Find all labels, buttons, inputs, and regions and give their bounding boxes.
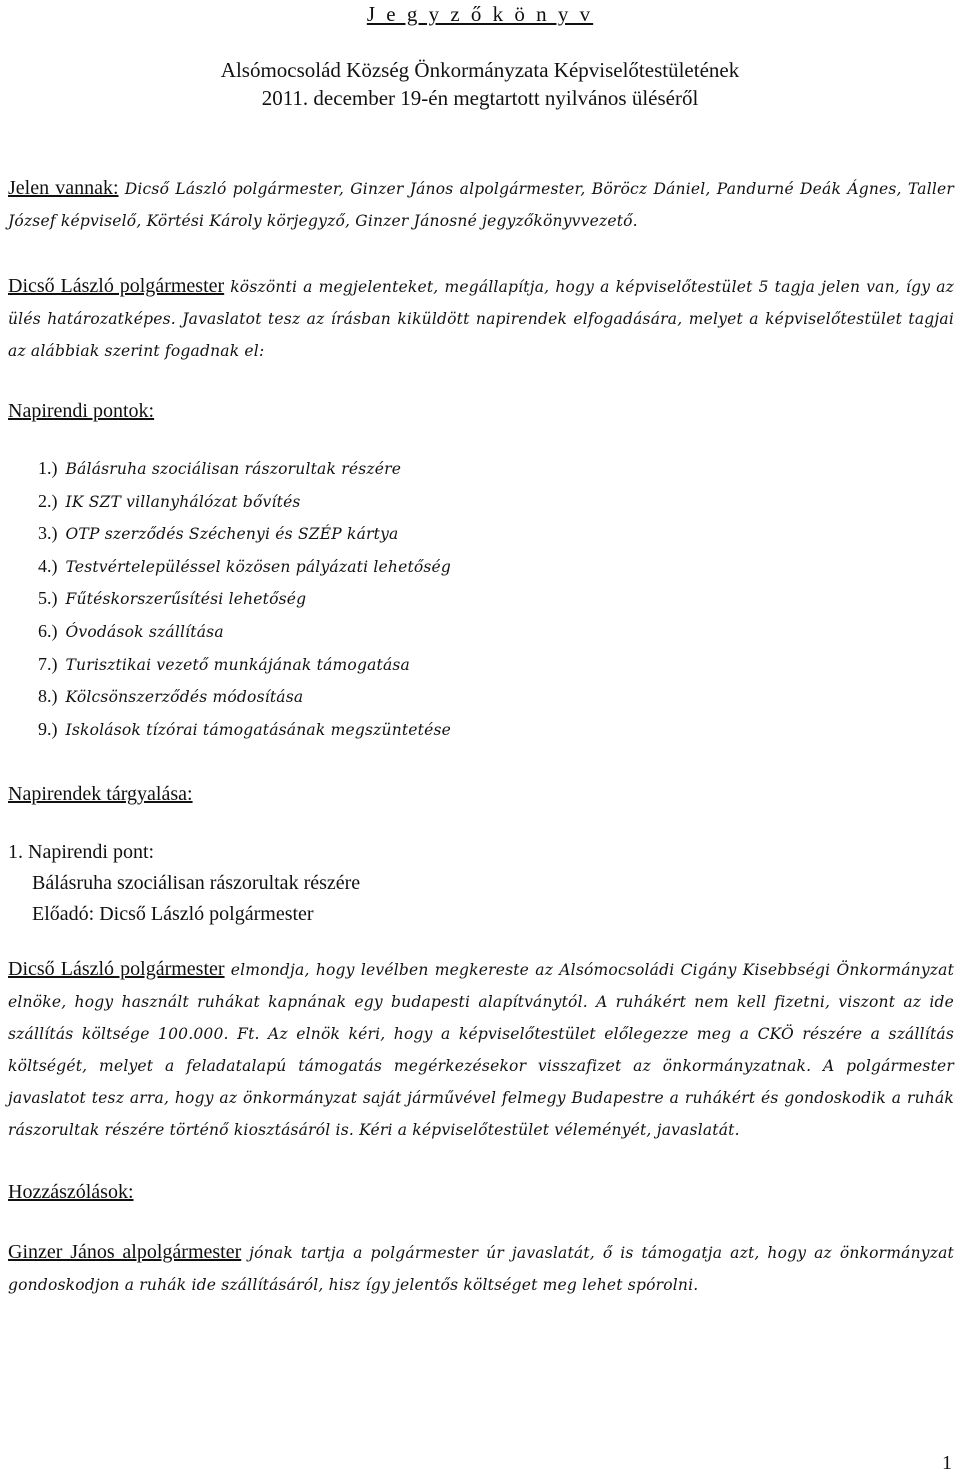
agenda-item [38,615,838,648]
comments-heading: Hozzászólások: [8,1181,134,1203]
agenda-item-number: 1.) [38,458,58,478]
opening-paragraph [8,270,954,367]
agenda-item-number: 6.) [38,620,58,641]
comment-paragraph [8,1236,954,1301]
agenda-item-text: OTP szerződés Széchenyi és SZÉP kártya [65,525,399,544]
agenda-item [38,713,838,746]
agenda-point-presenter: Előadó: Dicső László polgármester [32,903,314,925]
agenda-item-text: Óvodások szállítása [65,622,224,641]
agenda-item [38,582,838,615]
agenda-item-number: 5.) [38,588,58,609]
agenda-item [38,648,838,681]
agenda-item-number: 3.) [38,523,58,544]
attendance-text: Dicső László polgármester, Ginzer János alpolgármester, Böröcz Dániel, Pandurné Deák Ágnes, Taller József képviselő, Körtési Károly körjegyző, Ginzer Jánosné jegyzőkönyvvezető. [8,180,954,230]
agenda-item-number: 9.) [38,718,58,739]
agenda-heading: Napirendi pontok: [8,400,155,422]
agenda-item-number: 8.) [38,686,58,707]
agenda-item [38,550,838,583]
council-name: Alsómocsolád Község Önkormányzata Képviselőtestületének [220,58,740,82]
agenda-item-text: Fűtéskorszerűsítési lehetőség [65,590,307,609]
document-title: J e g y z ő k ö n y v [366,2,594,26]
agenda-item-number: 4.) [38,555,58,576]
agenda-point-title: Bálásruha szociálisan rászorultak részére [32,872,361,894]
attendance-label: Jelen vannak: [8,177,119,199]
opening-text: köszönti a megjelenteket, megállapítja, hogy a képviselőtestület 5 tagja jelen van, így az ülés határozatképes. Javaslatot tesz az írásban kiküldött napirendek elfogadására, melyet a képviselőtestület tagjai az alábbiak szerint fogadnak el: [8,278,954,360]
agenda-item-text: Bálásruha szociálisan rászorultak részére [65,460,402,478]
discussion-speaker: Dicső László polgármester [8,958,225,980]
discussion-text: elmondja, hogy levélben megkereste az Alsómocsoládi Cigány Kisebbségi Önkormányzat elnöke, hogy használt ruhákat kapnának egy budapesti alapítványtól. A ruhákért nem kell fizetni, viszont az ide szállítás költsége 100.000. Ft. Az elnök kéri, hogy a képviselőtestület előlegezze meg a CKÖ részére a szállítás költségét, melyet a feladatalapú támogatás megérkezésekor visszafizet az önkormányzatnak. A polgármester javaslatot tesz arra, hogy az önkormányzat saját járművével felmegy Budapestre a ruhákért és gondoskodik a ruhák rászorultak részére történő kiosztásáról is. Kéri a képviselőtestület véleményét, javaslatát. [8,961,955,1139]
agenda-item [38,452,838,485]
agenda-item-text: IK SZT villanyhálózat bővítés [65,492,301,511]
discussion-heading: Napirendek tárgyalása: [8,783,193,805]
comment-speaker: Ginzer János alpolgármester [8,1241,242,1263]
agenda-list [38,452,838,745]
agenda-item [38,517,838,550]
agenda-item [38,680,838,713]
agenda-point-number: 1. Napirendi pont: [8,841,155,863]
agenda-item-text: Iskolások tízórai támogatásának megszüntetése [65,720,452,739]
agenda-item-number: 2.) [38,490,58,511]
agenda-item [38,485,838,518]
agenda-item-text: Testvértelepüléssel közösen pályázati lehetőség [65,557,452,576]
discussion-paragraph [8,953,954,1146]
attendance-paragraph [8,172,954,237]
comment-text: jónak tartja a polgármester úr javaslatát, ő is támogatja azt, hogy az önkormányzat gondoskodjon a ruhák ide szállításáról, hisz így jelentős költséget meg lehet spórolni. [8,1244,954,1294]
page-number: 1 [942,1452,952,1474]
agenda-item-text: Kölcsönszerződés módosítása [65,688,304,707]
meeting-date: 2011. december 19-én megtartott nyilvános üléséről [261,86,699,110]
agenda-item-text: Turisztikai vezető munkájának támogatása [65,655,410,674]
opening-speaker: Dicső László polgármester [8,275,225,297]
agenda-item-number: 7.) [38,653,58,674]
